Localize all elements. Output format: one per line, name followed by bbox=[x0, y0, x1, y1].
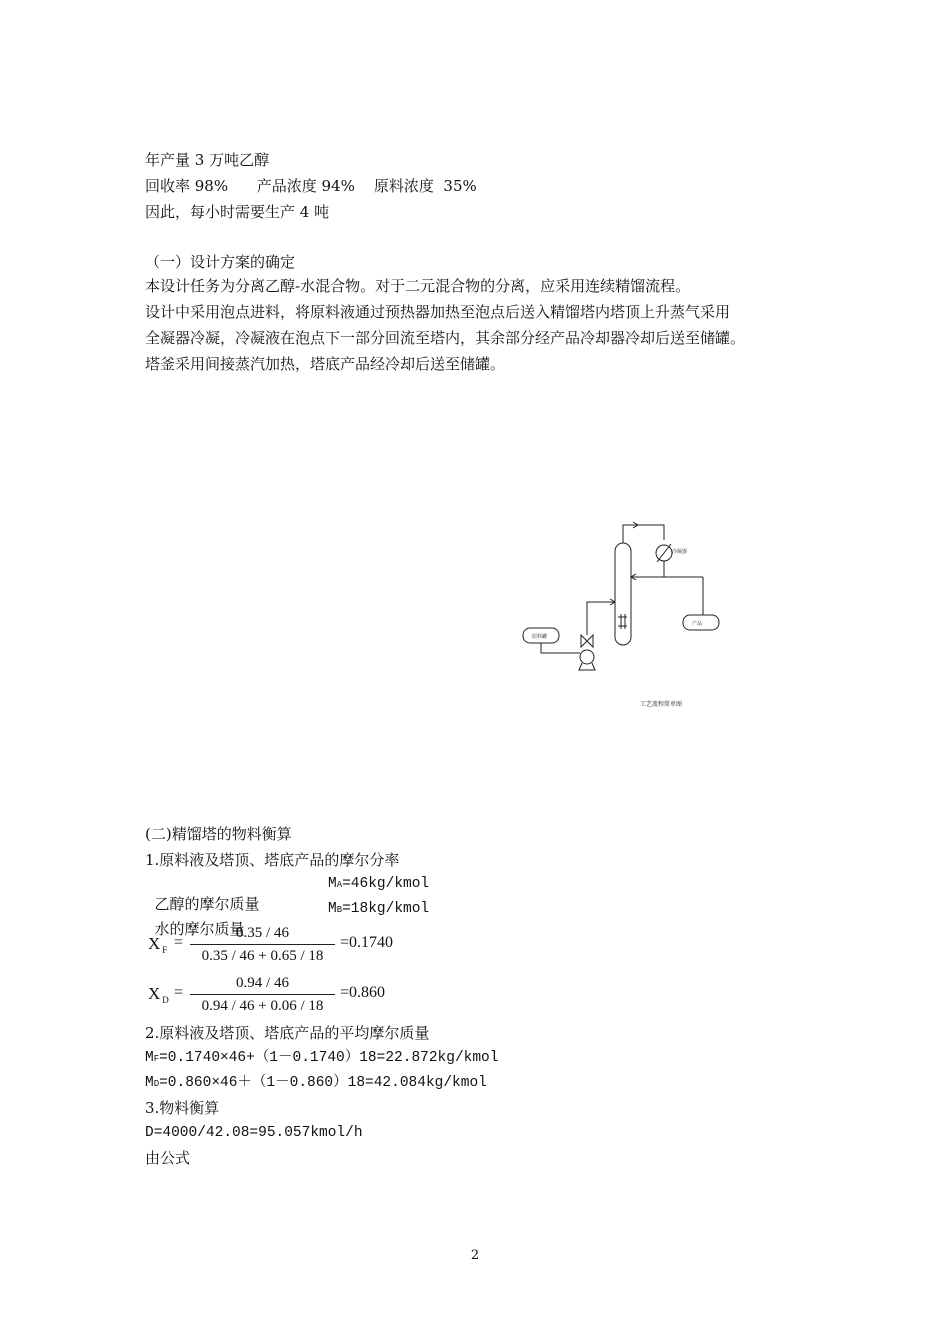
water-molar-mass-value: MB=18kg/kmol bbox=[328, 901, 430, 917]
section1-paragraph-2b: 全凝器冷凝，冷凝液在泡点下一部分回流至塔内，其余部分经产品冷却器冷却后送至储罐。 bbox=[145, 329, 746, 347]
feed-tank-label: 原料罐 bbox=[532, 634, 548, 640]
d-equation: D=4000/42.08=95.057kmol/h bbox=[145, 1125, 363, 1141]
annual-output: 年产量 3 万吨乙醇 bbox=[145, 151, 270, 169]
ethanol-molar-mass-value: MA=46kg/kmol bbox=[328, 876, 430, 892]
xf-symbol: X $_F$ bbox=[148, 934, 168, 955]
hourly-production: 因此，每小时需要生产 4 吨 bbox=[145, 203, 330, 221]
xd-denominator: 0.94 / 46 + 0.06 / 18 bbox=[201, 998, 324, 1014]
xf-equals: = bbox=[174, 934, 184, 951]
vapor-line bbox=[623, 525, 638, 543]
xd-result: =0.860 bbox=[340, 984, 386, 1001]
distillation-column bbox=[615, 543, 631, 645]
process-flow-diagram bbox=[515, 515, 755, 715]
subsection3-title: 3.物料衡算 bbox=[145, 1099, 220, 1117]
mf-equation: MF=0.1740×46+（1－0.1740）18=22.872kg/kmol bbox=[145, 1050, 499, 1066]
xf-denominator: 0.35 / 46 + 0.65 / 18 bbox=[201, 948, 324, 964]
feed-line bbox=[587, 602, 615, 635]
section2-heading: (二)精馏塔的物料衡算 bbox=[145, 825, 292, 843]
diagram-caption: 工艺流程简单图 bbox=[640, 701, 683, 708]
section1-paragraph-2c: 塔釜采用间接蒸汽加热，塔底产品经冷却后送至储罐。 bbox=[145, 355, 506, 373]
section1-paragraph-2a: 设计中采用泡点进料，将原料液通过预热器加热至泡点后送入精馏塔内塔顶上升蒸气采用 bbox=[145, 303, 731, 321]
section1-heading: （一）设计方案的确定 bbox=[145, 253, 296, 271]
xf-numerator: 0.35 / 46 bbox=[236, 925, 289, 941]
subsection2-title: 2.原料液及塔顶、塔底产品的平均摩尔质量 bbox=[145, 1024, 430, 1042]
xd-fraction bbox=[190, 973, 335, 1016]
condenser-label: 冷凝器 bbox=[672, 549, 688, 555]
xf-fraction bbox=[190, 923, 335, 966]
recovery-and-concentration: 回收率 98% 产品浓度 94% 原料浓度 35% bbox=[145, 177, 477, 195]
xd-equals: = bbox=[174, 984, 184, 1001]
page-number: 2 bbox=[470, 1248, 480, 1263]
water-label: 水的摩尔质量 bbox=[154, 920, 245, 938]
feed-pump bbox=[580, 650, 594, 664]
xd-symbol: X $_D$ bbox=[148, 984, 169, 1005]
product-tank-label: 产品 bbox=[692, 621, 703, 627]
formula-label: 由公式 bbox=[145, 1149, 191, 1167]
xd-numerator: 0.94 / 46 bbox=[236, 975, 289, 991]
subsection1-title: 1.原料液及塔顶、塔底产品的摩尔分率 bbox=[145, 851, 400, 869]
md-equation: MD=0.860×46＋（1－0.860）18=42.084kg/kmol bbox=[145, 1075, 487, 1091]
xf-result: =0.1740 bbox=[340, 934, 394, 951]
ethanol-label: 乙醇的摩尔质量 bbox=[154, 895, 260, 913]
section1-paragraph-1: 本设计任务为分离乙醇-水混合物。对于二元混合物的分离，应采用连续精馏流程。 bbox=[145, 277, 691, 295]
